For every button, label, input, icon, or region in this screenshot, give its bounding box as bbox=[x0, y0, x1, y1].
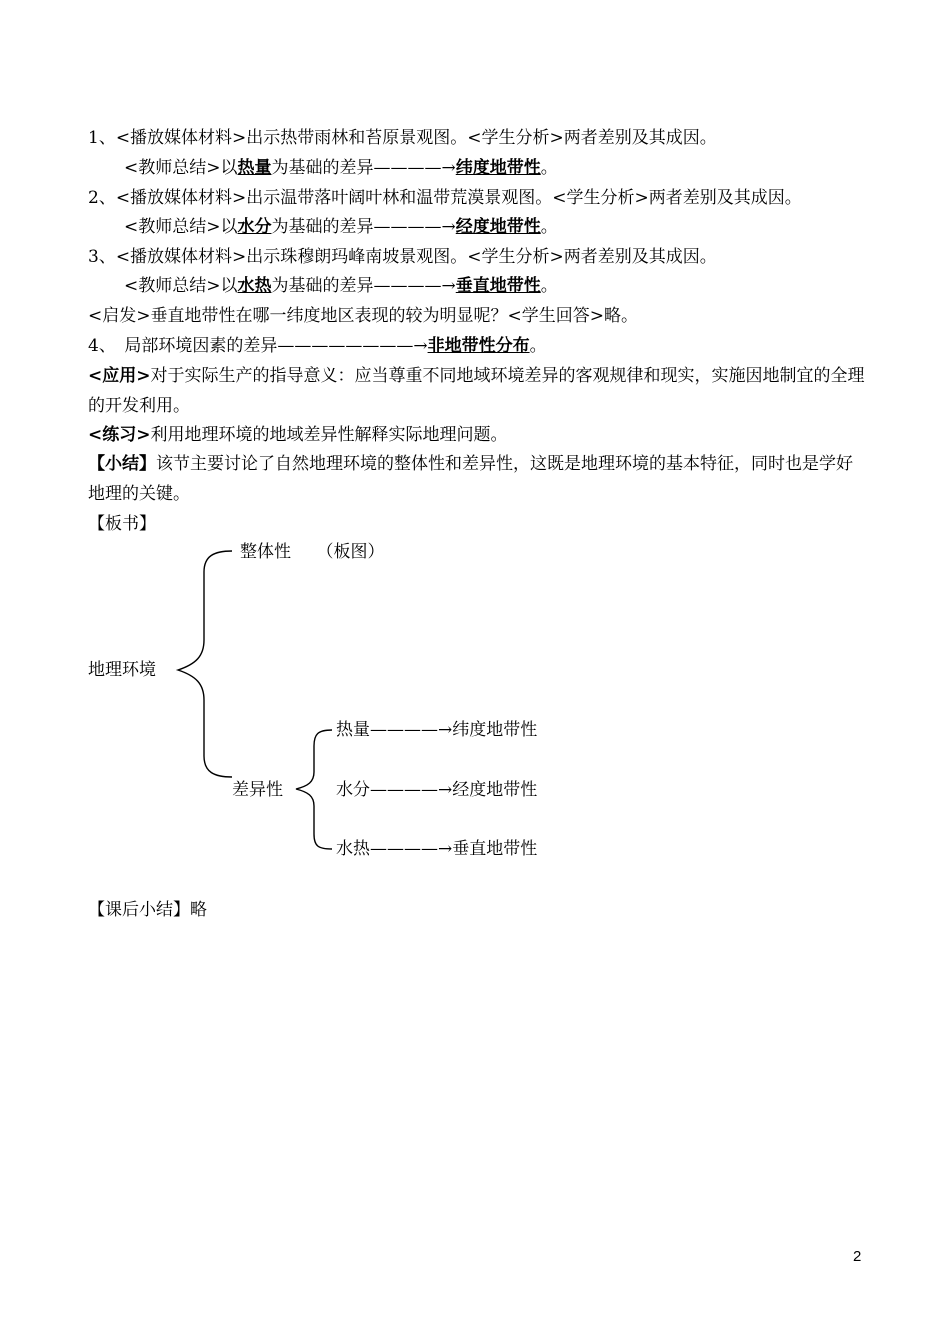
arrow-icon: → bbox=[441, 158, 456, 178]
zonality-label: 垂直地带性 bbox=[452, 839, 538, 859]
summary-end: 。 bbox=[540, 276, 558, 296]
summary-middle: 为基础的差异———— bbox=[271, 276, 442, 296]
zonality-label: 经度地带性 bbox=[452, 780, 538, 800]
diagram-item-water bbox=[336, 779, 537, 801]
sub-brace bbox=[296, 730, 332, 849]
branch-difference: 差异性 bbox=[232, 780, 283, 800]
diagram-item-water-heat bbox=[336, 838, 537, 860]
factor-label: 水分 bbox=[336, 780, 370, 800]
summary-prefix: <教师总结>以 bbox=[124, 276, 238, 296]
step-4-text: 4、 局部环境因素的差异———————— bbox=[88, 336, 414, 356]
summary-prefix: <教师总结>以 bbox=[124, 217, 238, 237]
summary-end: 。 bbox=[540, 158, 558, 178]
arrow-icon: → bbox=[438, 780, 453, 800]
arrow-icon: → bbox=[438, 720, 453, 740]
dash-line: ———— bbox=[370, 780, 438, 800]
factor-label: 水热 bbox=[336, 839, 370, 859]
key-term: 热量 bbox=[237, 158, 272, 178]
arrow-icon: → bbox=[441, 276, 456, 296]
practice-text: 利用地理环境的地域差异性解释实际地理问题。 bbox=[150, 425, 508, 445]
zonality-label: 纬度地带性 bbox=[452, 720, 538, 740]
summary-text: 该节主要讨论了自然地理环境的整体性和差异性，这既是地理环境的基本特征，同时也是学好地理的关键。 bbox=[88, 454, 853, 504]
step-2-line: 2、<播放媒体材料>出示温带落叶阔叶林和温带荒漠景观图。<学生分析>两者差别及其成因。 bbox=[88, 188, 802, 208]
arrow-icon: → bbox=[438, 839, 453, 859]
key-term: 水分 bbox=[237, 217, 272, 237]
diagram-item-heat bbox=[336, 719, 537, 741]
summary-middle: 为基础的差异———— bbox=[271, 158, 442, 178]
dash-line: ———— bbox=[370, 720, 438, 740]
result-term: 非地带性分布 bbox=[427, 336, 530, 356]
branch-integrity-label: 整体性 bbox=[240, 542, 291, 562]
key-term: 水热 bbox=[237, 276, 272, 296]
summary-label: 【小结】 bbox=[88, 454, 156, 474]
step-4-end: 。 bbox=[529, 336, 547, 356]
application-label: <应用> bbox=[88, 366, 151, 386]
main-brace bbox=[178, 551, 232, 777]
summary-middle: 为基础的差异———— bbox=[271, 217, 442, 237]
factor-label: 热量 bbox=[336, 720, 370, 740]
result-term: 经度地带性 bbox=[455, 217, 541, 237]
application-text: 对于实际生产的指导意义：应当尊重不同地域环境差异的客观规律和现实，实施因地制宜的全理的开发利用。 bbox=[88, 366, 865, 416]
step-3-line: 3、<播放媒体材料>出示珠穆朗玛峰南坡景观图。<学生分析>两者差别及其成因。 bbox=[88, 247, 717, 267]
diagram-root: 地理环境 bbox=[88, 660, 156, 680]
board-note: （板图） bbox=[325, 542, 385, 562]
result-term: 纬度地带性 bbox=[455, 158, 541, 178]
step-1-line: 1、<播放媒体材料>出示热带雨林和苔原景观图。<学生分析>两者差别及其成因。 bbox=[88, 128, 717, 148]
arrow-icon: → bbox=[413, 336, 428, 356]
inspiration-line: <启发>垂直地带性在哪一纬度地区表现的较为明显呢？<学生回答>略。 bbox=[88, 306, 638, 326]
after-class-label: 【课后小结】 bbox=[88, 900, 190, 920]
summary-end: 。 bbox=[540, 217, 558, 237]
after-class-text: 略 bbox=[190, 900, 207, 920]
after-class-summary bbox=[88, 898, 207, 922]
branch-integrity bbox=[240, 541, 385, 563]
board-heading: 【板书】 bbox=[88, 514, 156, 534]
arrow-icon: → bbox=[441, 217, 456, 237]
summary-prefix: <教师总结>以 bbox=[124, 158, 238, 178]
dash-line: ———— bbox=[370, 839, 438, 859]
page-number: 2 bbox=[853, 1248, 862, 1265]
result-term: 垂直地带性 bbox=[455, 276, 541, 296]
practice-label: <练习> bbox=[88, 425, 151, 445]
